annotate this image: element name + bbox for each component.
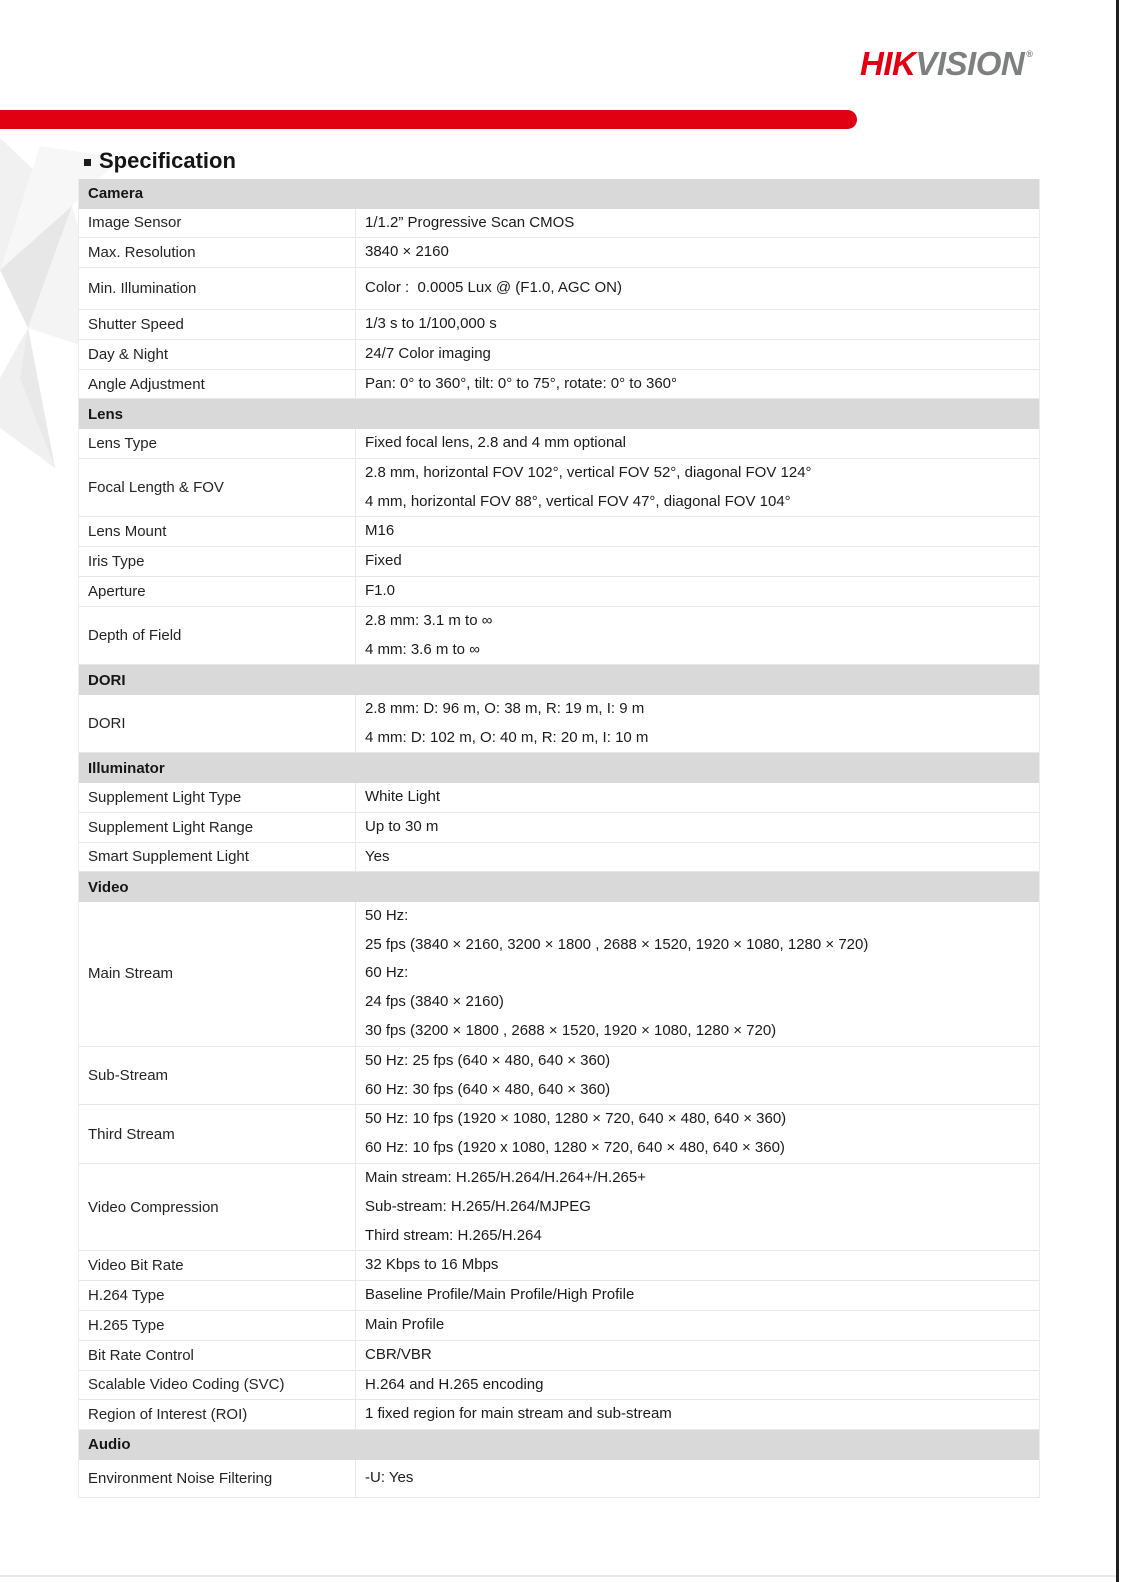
table-row: [79, 340, 1039, 370]
spec-value: [355, 902, 1039, 1046]
spec-value: [355, 370, 1039, 399]
table-row: [79, 577, 1039, 607]
square-bullet-icon: [84, 159, 91, 166]
spec-value-line: 2.8 mm: 3.1 m to ∞: [365, 611, 493, 629]
brand-red-bar: [0, 110, 857, 129]
spec-label: Video Compression: [88, 1198, 219, 1216]
spec-label: Supplement Light Range: [88, 818, 254, 836]
spec-label: Angle Adjustment: [88, 375, 205, 393]
spec-label: Bit Rate Control: [88, 1346, 194, 1364]
spec-value: [355, 1047, 1039, 1105]
page-title: Specification: [99, 148, 236, 173]
spec-value-line: 4 mm: D: 102 m, O: 40 m, R: 20 m, I: 10 m: [365, 728, 649, 746]
table-row: [79, 1105, 1039, 1164]
spec-value: [355, 607, 1039, 665]
table-row: [79, 1311, 1039, 1341]
table-row: [79, 517, 1039, 547]
spec-value-line: 25 fps (3840 × 2160, 3200 × 1800 , 2688 × 1520, 1920 × 1080, 1280 × 720): [365, 935, 869, 953]
spec-value: [355, 695, 1039, 753]
spec-label: Image Sensor: [88, 214, 182, 232]
specification-heading: [84, 148, 236, 174]
spec-value: [355, 209, 1039, 238]
table-row: [79, 547, 1039, 577]
spec-value: [355, 1251, 1039, 1280]
registered-trademark-icon: ®: [1026, 49, 1033, 59]
spec-value-line: 2.8 mm, horizontal FOV 102°, vertical FOV 52°, diagonal FOV 124°: [365, 463, 812, 481]
spec-value: [355, 1311, 1039, 1340]
spec-value: [355, 1164, 1039, 1250]
spec-label: H.264 Type: [88, 1287, 165, 1305]
spec-value: [355, 310, 1039, 339]
spec-value: [355, 1341, 1039, 1370]
spec-value-line: Pan: 0° to 360°, tilt: 0° to 75°, rotate: 0° to 360°: [365, 374, 678, 392]
spec-value: [355, 459, 1039, 517]
spec-label: Min. Illumination: [88, 280, 197, 298]
spec-value-line: H.264 and H.265 encoding: [365, 1375, 544, 1393]
spec-value-line: Yes: [365, 847, 390, 865]
spec-label: Video Bit Rate: [88, 1257, 184, 1275]
spec-label: Environment Noise Filtering: [88, 1469, 273, 1487]
spec-value-line: Fixed: [365, 552, 402, 570]
section-header: Camera: [79, 179, 1039, 209]
spec-label: Smart Supplement Light: [88, 848, 249, 866]
section-header: DORI: [79, 665, 1039, 695]
section-header: Illuminator: [79, 753, 1039, 783]
spec-value-line: 24/7 Color imaging: [365, 344, 491, 362]
spec-value-line: 1 fixed region for main stream and sub-stream: [365, 1405, 672, 1423]
spec-value-line: 60 Hz:: [365, 964, 409, 982]
table-row: [79, 459, 1039, 518]
table-row: [79, 902, 1039, 1047]
spec-value-line: 1/1.2” Progressive Scan CMOS: [365, 213, 575, 231]
spec-label: Lens Type: [88, 434, 157, 452]
spec-label: Depth of Field: [88, 627, 182, 645]
spec-value-line: 50 Hz:: [365, 906, 409, 924]
spec-value: [355, 1400, 1039, 1429]
spec-value-line: 60 Hz: 10 fps (1920 x 1080, 1280 × 720, 640 × 480, 640 × 360): [365, 1139, 785, 1157]
section-header: Lens: [79, 399, 1039, 429]
spec-value: [355, 843, 1039, 872]
spec-label: Sub-Stream: [88, 1067, 169, 1085]
table-row: [79, 813, 1039, 843]
spec-value: [355, 547, 1039, 576]
table-row: [79, 1281, 1039, 1311]
spec-value-line: 1/3 s to 1/100,000 s: [365, 315, 497, 333]
spec-value-line: 4 mm: 3.6 m to ∞: [365, 640, 480, 658]
spec-value-line: 50 Hz: 25 fps (640 × 480, 640 × 360): [365, 1051, 611, 1069]
table-row: [79, 429, 1039, 459]
spec-value-line: -U: Yes: [365, 1468, 414, 1486]
spec-value-line: 32 Kbps to 16 Mbps: [365, 1256, 499, 1274]
spec-value: [355, 238, 1039, 267]
spec-value-line: Sub-stream: H.265/H.264/MJPEG: [365, 1197, 591, 1215]
spec-value-line: 2.8 mm: D: 96 m, O: 38 m, R: 19 m, I: 9 m: [365, 699, 645, 717]
spec-label: Day & Night: [88, 345, 169, 363]
spec-value: [355, 1105, 1039, 1163]
table-row: [79, 209, 1039, 239]
table-row: [79, 843, 1039, 873]
table-row: [79, 1400, 1039, 1430]
hikvision-logo: [860, 45, 1032, 81]
spec-value: [355, 1460, 1039, 1497]
spec-value-line: Third stream: H.265/H.264: [365, 1226, 542, 1244]
table-row: [79, 1047, 1039, 1106]
table-row: [79, 1371, 1039, 1401]
table-row: [79, 1164, 1039, 1251]
spec-label: Focal Length & FOV: [88, 479, 224, 497]
spec-value: [355, 340, 1039, 369]
spec-value-line: Main Profile: [365, 1316, 445, 1333]
spec-label: Aperture: [88, 582, 146, 600]
spec-value: [355, 577, 1039, 606]
spec-value-line: Fixed focal lens, 2.8 and 4 mm optional: [365, 433, 626, 451]
spec-value-line: 4 mm, horizontal FOV 88°, vertical FOV 47°, diagonal FOV 104°: [365, 492, 791, 510]
spec-value-line: CBR/VBR: [365, 1345, 432, 1363]
spec-value-line: M16: [365, 522, 395, 540]
spec-value-line: Baseline Profile/Main Profile/High Profile: [365, 1286, 635, 1304]
table-row: [79, 607, 1039, 666]
page-bottom-line: [0, 1575, 1116, 1577]
table-row: [79, 1460, 1039, 1498]
spec-value-line: 50 Hz: 10 fps (1920 × 1080, 1280 × 720, 640 × 480, 640 × 360): [365, 1110, 787, 1128]
spec-label: Scalable Video Coding (SVC): [88, 1376, 285, 1394]
spec-value-line: Main stream: H.265/H.264/H.264+/H.265+: [365, 1169, 646, 1187]
section-header: Video: [79, 872, 1039, 902]
spec-label: Lens Mount: [88, 523, 167, 541]
spec-value: [355, 429, 1039, 458]
table-row: [79, 310, 1039, 340]
page-right-edge-line: [1116, 0, 1119, 1582]
table-row: [79, 695, 1039, 754]
spec-value: [355, 1371, 1039, 1400]
logo-vision-text: VISION: [915, 45, 1025, 82]
spec-value-line: Color : 0.0005 Lux @ (F1.0, AGC ON): [365, 279, 622, 297]
spec-value: [355, 517, 1039, 546]
spec-label: Shutter Speed: [88, 315, 184, 333]
spec-label: DORI: [88, 715, 126, 733]
spec-value-line: 30 fps (3200 × 1800 , 2688 × 1520, 1920 × 1080, 1280 × 720): [365, 1022, 777, 1040]
spec-label: Iris Type: [88, 553, 145, 571]
logo-hik-text: HIK: [860, 45, 916, 82]
spec-value: [355, 1281, 1039, 1310]
table-row: [79, 238, 1039, 268]
spec-label: Supplement Light Type: [88, 788, 242, 806]
spec-label: Main Stream: [88, 965, 174, 983]
spec-value-line: White Light: [365, 787, 441, 805]
table-row: [79, 1341, 1039, 1371]
spec-label: Max. Resolution: [88, 244, 196, 262]
spec-label: Region of Interest (ROI): [88, 1406, 248, 1424]
table-row: [79, 1251, 1039, 1281]
spec-value: [355, 813, 1039, 842]
table-row: [79, 370, 1039, 400]
spec-value-line: Up to 30 m: [365, 817, 439, 835]
spec-value: [355, 783, 1039, 812]
spec-value: [355, 268, 1039, 309]
spec-label: Third Stream: [88, 1125, 175, 1143]
spec-value-line: 3840 × 2160: [365, 243, 449, 261]
spec-label: H.265 Type: [88, 1316, 165, 1334]
spec-value-line: F1.0: [365, 581, 396, 599]
table-row: [79, 268, 1039, 310]
spec-table: [78, 179, 1040, 1498]
section-header: Audio: [79, 1430, 1039, 1460]
table-row: [79, 783, 1039, 813]
spec-value-line: 60 Hz: 30 fps (640 × 480, 640 × 360): [365, 1080, 611, 1098]
spec-value-line: 24 fps (3840 × 2160): [365, 993, 504, 1011]
